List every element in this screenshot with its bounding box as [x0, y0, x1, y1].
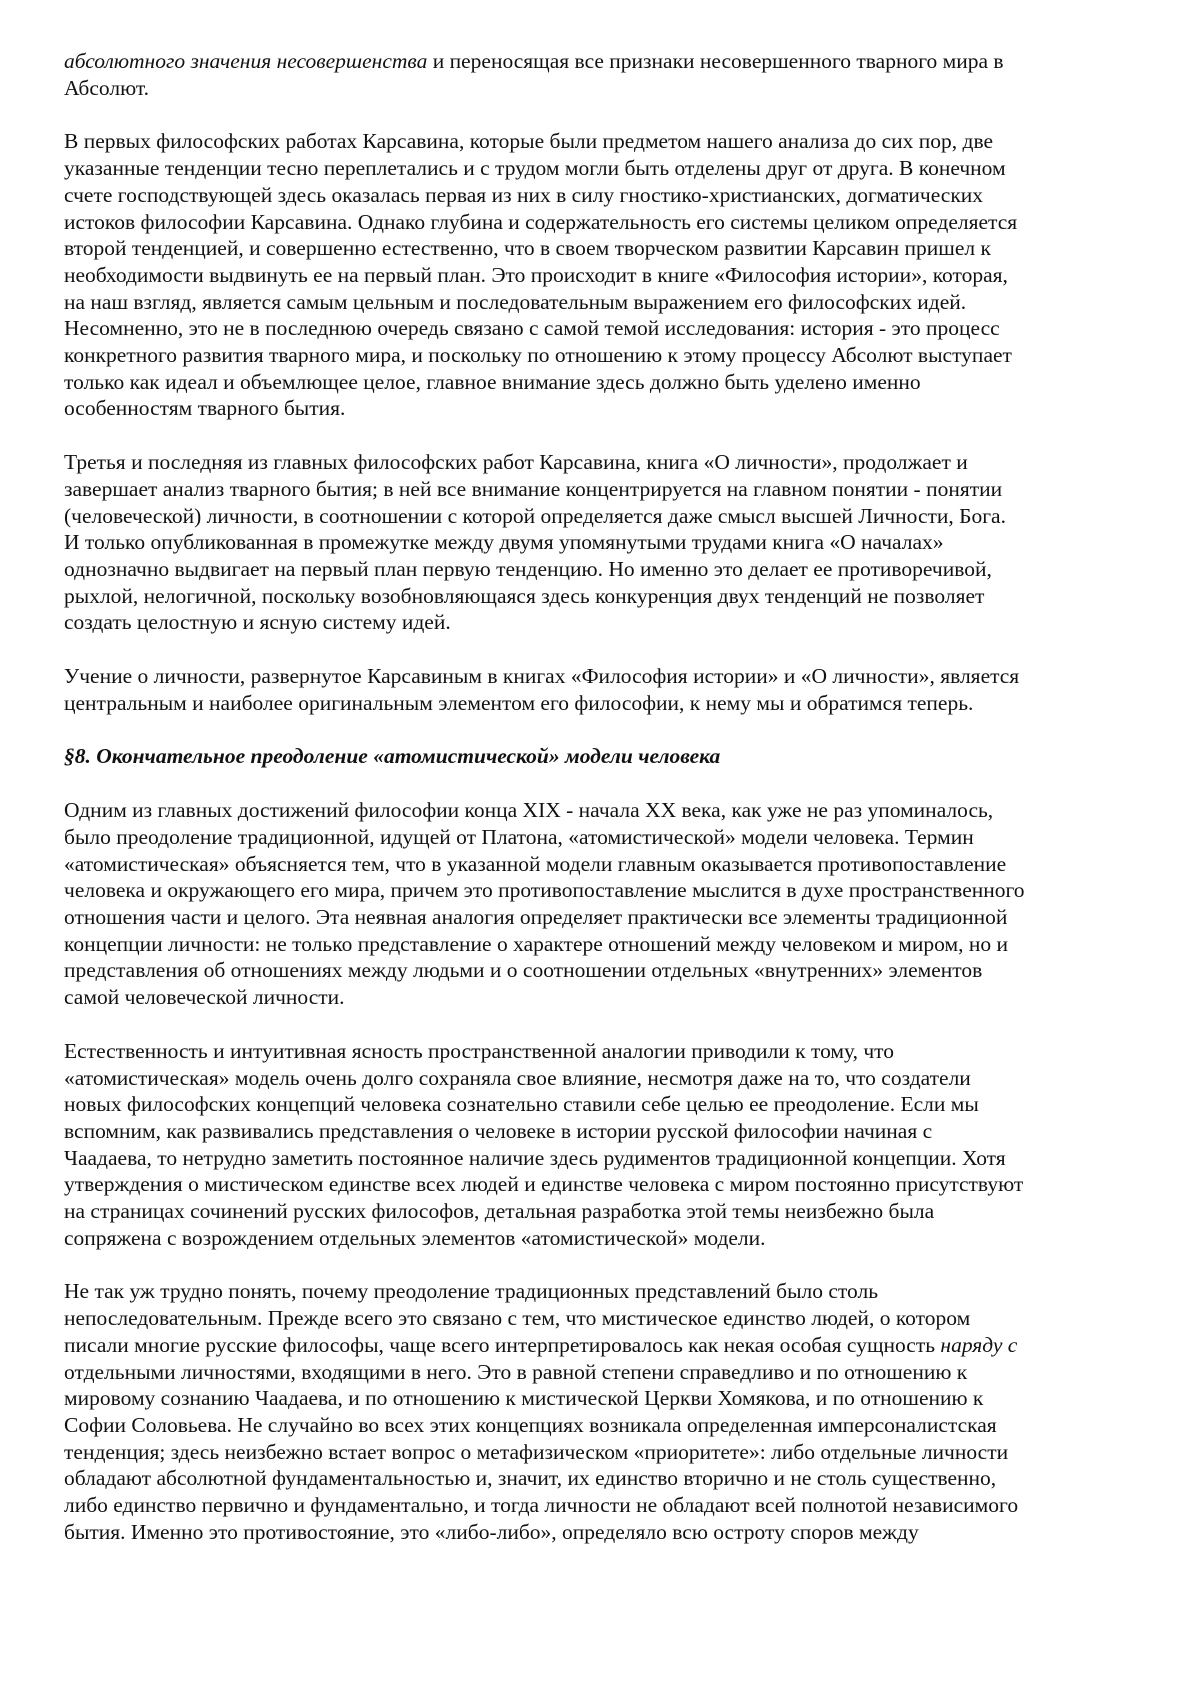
paragraph-spatial-analogy: Естественность и интуитивная ясность пространственной аналогии приводили к тому, что «атомистическая» модель очень долго сохраняла свое влияние, несмотря даже на то, что создатели новых философских концепций человека сознательно ставили себе целью ее преодоление. Если мы вспомним, как развивались представления о человеке в истории русской философии начиная с Чаадаева, то нетрудно заметить постоянное наличие здесь рудиментов традиционной концепции. Хотя утверждения о мистическом единстве всех людей и единстве человека с миром постоянно присутствуют на страницах сочинений русских философов, детальная разработка этой темы неизбежно была сопряжена с возрождением отдельных элементов «атомистической» модели. — [64, 1038, 1024, 1250]
paragraph-text: Не так уж трудно понять, почему преодоление традиционных представлений было столь непоследовательным. Прежде всего это связано с тем, что мистическое единство людей, о котором писали многие русские философы, чаще всего интерпретировалось как некая особая сущность — [64, 1279, 971, 1357]
emphasis-phrase: абсолютного значения несовершенства — [64, 49, 428, 73]
section-heading: §8. Окончательное преодоление «атомистической» модели человека — [64, 744, 721, 769]
paragraph-text: и переносящая все признаки несовершенного тварного мира в Абсолют. — [64, 49, 1004, 100]
paragraph-personality-doctrine: Учение о личности, развернутое Карсавиным в книгах «Философия истории» и «О личности», является центральным и наиболее оригинальным элементом его философии, к нему мы и обратимся теперь. — [64, 664, 1020, 715]
emphasis-phrase: наряду с — [940, 1332, 1018, 1357]
paragraph-karsavin-early-works: В первых философских работах Карсавина, которые были предметом нашего анализа до сих пор, две указанные тенденции тесно переплетались и с трудом могли быть отделены друг от друга. В конечном счете господствующей здесь оказалась первая из них в силу гностико-христианских, догматических истоков философии Карсавина. Однако глубина и содержательность его системы целиком определяется второй тенденцией, и совершенно естественно, что в своем творческом развитии Карсавин пришел к необходимости выдвинуть ее на первый план. Это происходит в книге «Философия истории», которая, на наш взгляд, является самым цельным и последовательным выражением его философских идей. Несомненно, это не в последнюю очередь связано с самой темой исследования: история - это процесс конкретного развития тварного мира, и поскольку по отношению к этому процессу Абсолют выступает только как идеал и объемлющее целое, главное внимание здесь должно быть уделено именно особенностям тварного бытия. — [64, 129, 1018, 421]
paragraph-continuation — [64, 48, 1136, 101]
paragraph-inconsistency — [64, 1278, 1136, 1545]
paragraph-on-personality-book: Третья и последняя из главных философских работ Карсавина, книга «О личности», продолжает и завершает анализ тварного бытия; в ней все внимание концентрируется на главном понятии - понятии (человеческой) личности, в соотношении с которой определяется даже смысл высшей Личности, Бога. И только опубликованная в промежутке между двумя упомянутыми трудами книга «О началах» однозначно выдвигает на первый план первую тенденцию. Но именно это делает ее противоречивой, рыхлой, нелогичной, поскольку возобновляющаяся здесь конкуренция двух тенденций не позволяет создать целостную и ясную систему идей. — [64, 450, 1006, 635]
paragraph-text: отдельными личностями, входящими в него. Это в равной степени справедливо и по отношению к мировому сознанию Чаадаева, и по отношению к мистической Церкви Хомякова, и по отношению к Софии Соловьева. Не случайно во всех этих концепциях возникала определенная имперсоналистская тенденция; здесь неизбежно встает вопрос о метафизическом «приоритете»: либо отдельные личности обладают абсолютной фундаментальностью и, значит, их единство вторично и не столь существенно, либо единство первично и фундаментально, и тогда личности не обладают всей полнотой независимого бытия. Именно это противостояние, это «либо-либо», определяло всю остроту споров между — [64, 1359, 1019, 1544]
paragraph-atomistic-model: Одним из главных достижений философии конца XIX - начала XX века, как уже не раз упоминалось, было преодоление традиционной, идущей от Платона, «атомистической» модели человека. Термин «атомистическая» объясняется тем, что в указанной модели главным оказывается противопоставление человека и окружающего его мира, причем это противопоставление мыслится в духе пространственного отношения части и целого. Эта неявная аналогия определяет практически все элементы традиционной концепции личности: не только представление о характере отношений между человеком и миром, но и представления об отношениях между людьми и о соотношении отдельных «внутренних» элементов самой человеческой личности. — [64, 798, 1025, 1010]
